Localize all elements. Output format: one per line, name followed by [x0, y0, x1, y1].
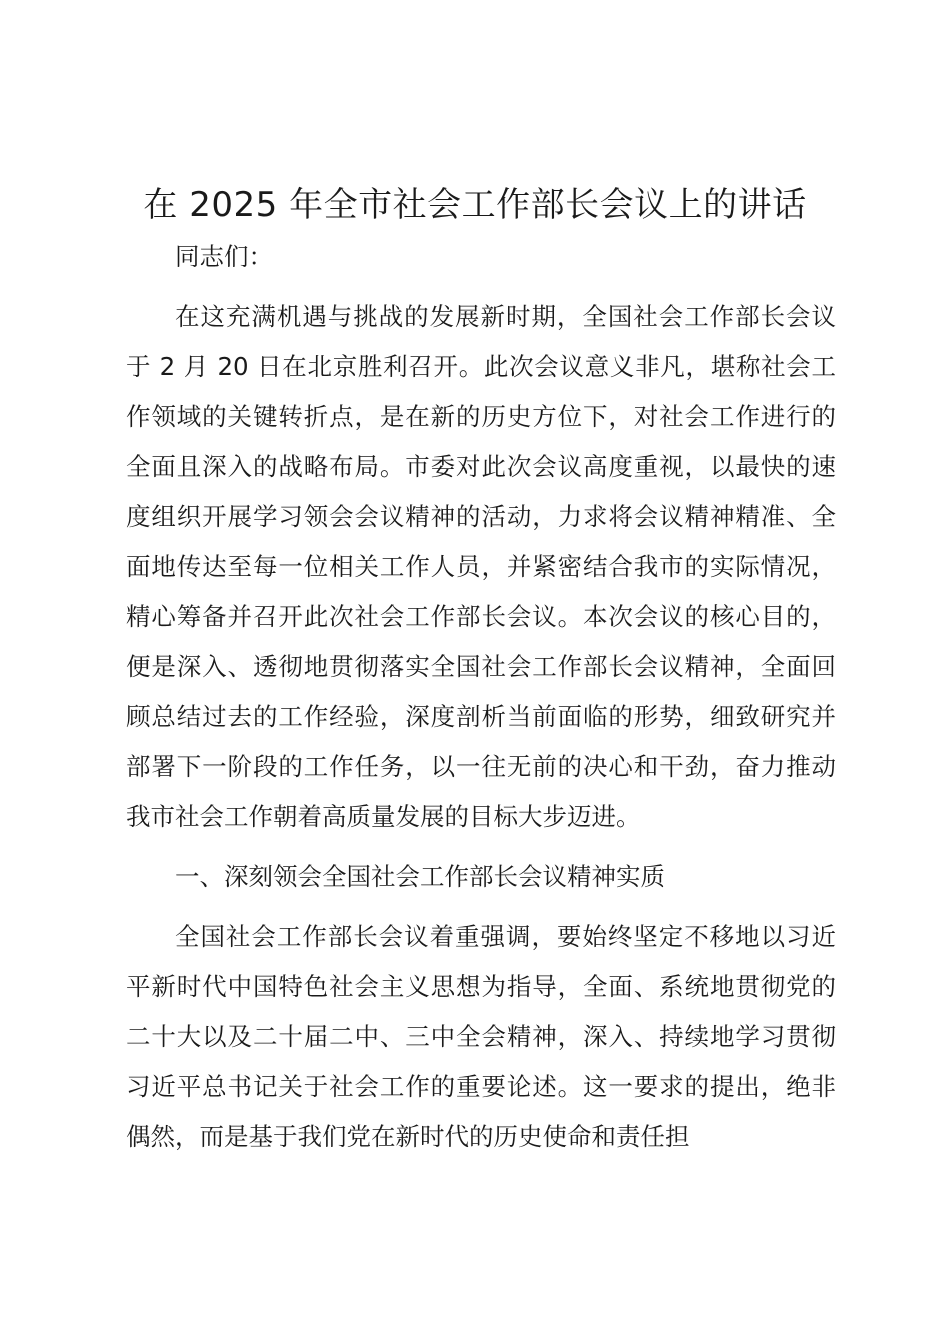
paragraph-section-1: 全国社会工作部长会议着重强调，要始终坚定不移地以习近平新时代中国特色社会主义思想为指导，全面、系统地贯彻党的二十大以及二十届二中、三中全会精神，深入、持续地学习贯彻习近平总书记关于社会工作的重要论述。这一要求的提出，绝非偶然，而是基于我们党在新时代的历史使命和责任担	[126, 922, 836, 1151]
paragraph-intro: 在这充满机遇与挑战的发展新时期，全国社会工作部长会议于 2 月 20 日在北京胜利召开。此次会议意义非凡，堪称社会工作领域的关键转折点，是在新的历史方位下，对社会工作进行的全面且深入的战略布局。市委对此次会议高度重视，以最快的速度组织开展学习领会会议精神的活动，力求将会议精神精准、全面地传达至每一位相关工作人员，并紧密结合我市的实际情况，精心筹备并召开此次社会工作部长会议。本次会议的核心目的，便是深入、透彻地贯彻落实全国社会工作部长会议精神，全面回顾总结过去的工作经验，深度剖析当前面临的形势，细致研究并部署下一阶段的工作任务，以一往无前的决心和干劲，奋力推动我市社会工作朝着高质量发展的目标大步迈进。	[126, 302, 836, 831]
salutation: 同志们：	[175, 242, 273, 271]
document-body	[126, 232, 836, 1162]
document-title: 在 2025 年全市社会工作部长会议上的讲话	[143, 185, 807, 225]
section-heading: 一、深刻领会全国社会工作部长会议精神实质	[175, 862, 665, 891]
